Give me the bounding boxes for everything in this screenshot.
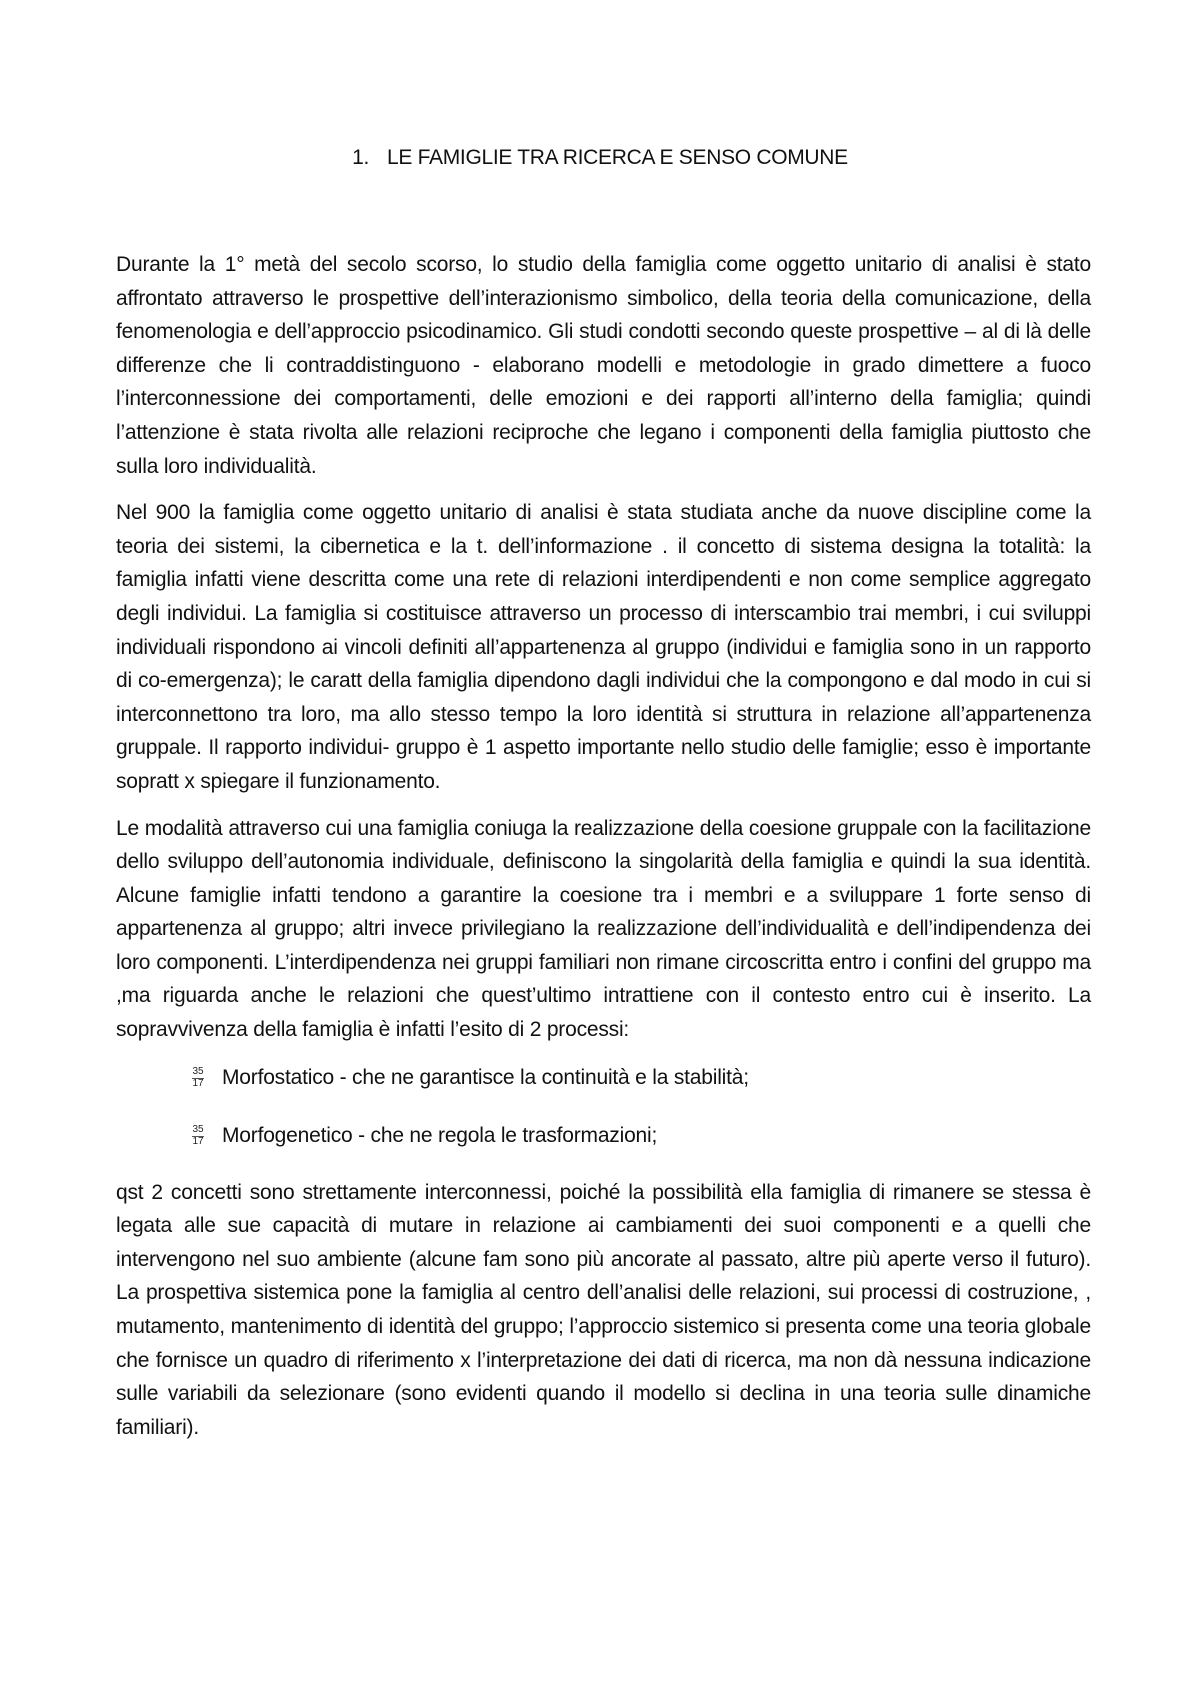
bullet-list xyxy=(116,1060,1091,1154)
bullet-mark-bottom: 17 xyxy=(192,1135,204,1147)
paragraph: Nel 900 la famiglia come oggetto unitario di analisi è stata studiata anche da nuove discipline come la teoria dei sistemi, la cibernetica e la t. dell’informazione . il concetto di sistema designa la totalità: la famiglia infatti viene descritta come una rete di relazioni interdipendenti e non come semplice aggregato degli individui. La famiglia si costituisce attraverso un processo di interscambio trai membri, i cui sviluppi individuali rispondono ai vincoli definiti all’appartenenza al gruppo (individui e famiglia sono in un rapporto di co-emergenza); le caratt della famiglia dipendono dagli individui che la compongono e dal modo in cui si interconnettono tra loro, ma allo stesso tempo la loro identità si struttura in relazione all’appartenenza gruppale. Il rapporto individui- gruppo è 1 aspetto importante nello studio delle famiglie; esso è importante sopratt x spiegare il funzionamento. xyxy=(116,501,1091,793)
bullet-mark-bottom: 17 xyxy=(192,1077,204,1089)
section-heading xyxy=(0,146,1200,170)
list-item-text: Morfogenetico - che ne regola le trasformazioni; xyxy=(222,1123,658,1147)
bullet-mark-top: 35 xyxy=(192,1123,204,1135)
list-item-text: Morfostatico - che ne garantisce la continuità e la stabilità; xyxy=(222,1065,749,1089)
bullet-mark-top: 35 xyxy=(192,1065,204,1077)
list-item xyxy=(116,1060,1091,1096)
list-item xyxy=(116,1118,1091,1154)
section-title: LE FAMIGLIE TRA RICERCA E SENSO COMUNE xyxy=(387,146,848,169)
document-body xyxy=(116,248,1091,1457)
paragraph: Le modalità attraverso cui una famiglia coniuga la realizzazione della coesione gruppale con la facilitazione dello sviluppo dell’autonomia individuale, definiscono la singolarità della famiglia e quindi la sua identità. Alcune famiglie infatti tendono a garantire la coesione tra i membri e a sviluppare 1 forte senso di appartenenza al gruppo; altri invece privilegiano la realizzazione dell’individualità e dell’indipendenza dei loro componenti. L’interdipendenza nei gruppi familiari non rimane circoscritta entro i confini del gruppo ma ,ma riguarda anche le relazioni che quest’ultimo intrattiene con il contesto entro cui è inserito. La sopravvivenza della famiglia è infatti l’esito di 2 processi: xyxy=(116,816,1091,1042)
bullet-fraction-icon xyxy=(188,1125,208,1147)
paragraph: Durante la 1° metà del secolo scorso, lo studio della famiglia come oggetto unitario di analisi è stato affrontato attraverso le prospettive dell’interazionismo simbolico, della teoria della comunicazione, della fenomenologia e dell’approccio psicodinamico. Gli studi condotti secondo queste prospettive – al di là delle differenze che li contraddistinguono - elaborano modelli e metodologie in grado dimettere a fuoco l’interconnessione dei comportamenti, delle emozioni e dei rapporti all’interno della famiglia; quindi l’attenzione è stata rivolta alle relazioni reciproche che legano i componenti della famiglia piuttosto che sulla loro individualità. xyxy=(116,253,1091,478)
bullet-fraction-icon xyxy=(188,1067,208,1089)
section-number: 1. xyxy=(352,146,370,169)
paragraph: qst 2 concetti sono strettamente interconnessi, poiché la possibilità ella famiglia di rimanere se stessa è legata alle sue capacità di mutare in relazione ai cambiamenti dei suoi componenti e a quelli che intervengono nel suo ambiente (alcune fam sono più ancorate al passato, altre più aperte verso il futuro). La prospettiva sistemica pone la famiglia al centro dell’analisi delle relazioni, sui processi di costruzione, , mutamento, mantenimento di identità del gruppo; l’approccio sistemico si presenta come una teoria globale che fornisce un quadro di riferimento x l’interpretazione dei dati di ricerca, ma non dà nessuna indicazione sulle variabili da selezionare (sono evidenti quando il modello si declina in una teoria sulle dinamiche familiari). xyxy=(116,1180,1091,1439)
